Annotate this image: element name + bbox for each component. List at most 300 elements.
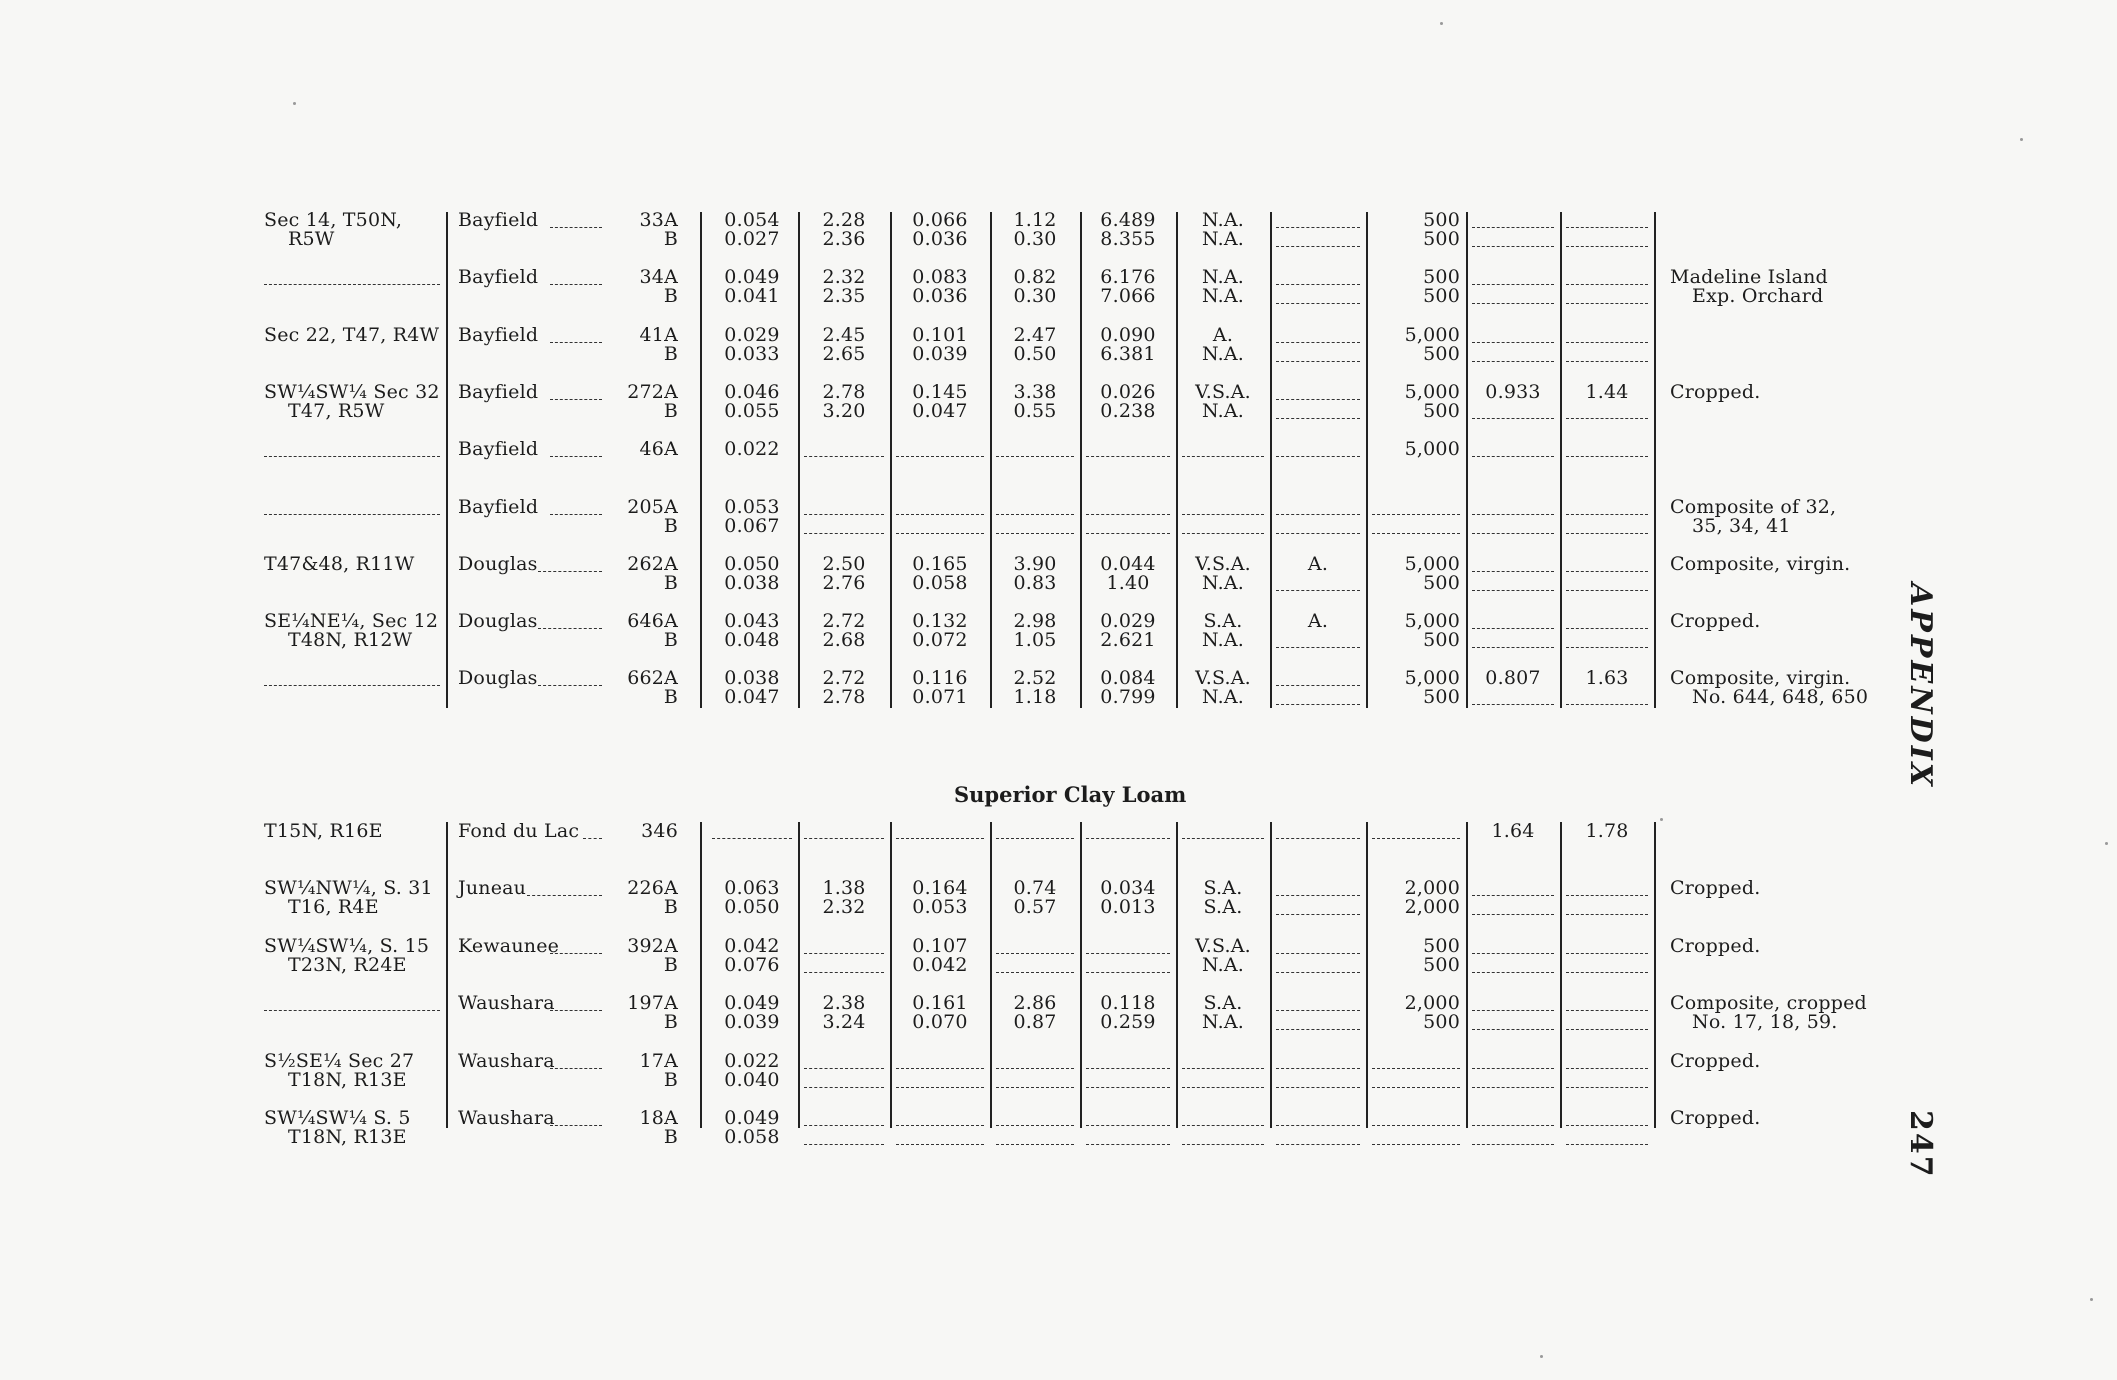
value-cell-7: A. bbox=[1307, 552, 1329, 575]
leader-dash bbox=[1276, 456, 1360, 457]
column-rule bbox=[1366, 822, 1368, 1128]
location-cell: SW¼SW¼ S. 5 bbox=[264, 1107, 411, 1129]
sample-cell: B bbox=[663, 629, 678, 652]
value-cell-2: 2.78 bbox=[822, 380, 866, 403]
leader-dash bbox=[1276, 1125, 1360, 1126]
column-rule bbox=[1654, 212, 1656, 708]
county-cell: Waushara bbox=[458, 1049, 555, 1072]
reaction-cell: S.A. bbox=[1203, 877, 1243, 900]
value-cell-3: 0.107 bbox=[912, 934, 968, 957]
value-cell-5: 1.40 bbox=[1106, 571, 1150, 594]
value-cell-4: 2.52 bbox=[1013, 667, 1057, 690]
sample-cell: B bbox=[663, 399, 678, 422]
rate-cell: 500 bbox=[1423, 571, 1460, 594]
leader-dash bbox=[896, 514, 984, 515]
leader-dash bbox=[1086, 972, 1170, 973]
value-cell-2: 2.76 bbox=[822, 571, 866, 594]
leader-dash bbox=[1566, 1029, 1648, 1030]
remark-cell: Composite, cropped bbox=[1670, 992, 1867, 1015]
leader-dash bbox=[264, 1010, 440, 1011]
value-cell-2: 1.38 bbox=[822, 877, 866, 900]
leader-dash bbox=[1372, 838, 1460, 839]
county-cell: Douglas bbox=[458, 667, 538, 690]
leader-dash bbox=[538, 685, 602, 686]
reaction-cell: N.A. bbox=[1201, 285, 1244, 308]
scan-speck bbox=[2105, 842, 2108, 845]
column-rule bbox=[990, 822, 992, 1128]
leader-dash bbox=[804, 533, 884, 534]
value-cell-4: 0.82 bbox=[1013, 266, 1057, 289]
leader-dash bbox=[1276, 303, 1360, 304]
leader-dash bbox=[550, 342, 602, 343]
sample-cell: 272A bbox=[627, 380, 678, 403]
column-rule bbox=[798, 822, 800, 1128]
column-rule bbox=[700, 822, 702, 1128]
leader-dash bbox=[1182, 514, 1264, 515]
value-cell-2: 3.24 bbox=[822, 1011, 866, 1034]
remark-cell: Madeline Island bbox=[1670, 266, 1828, 289]
remark-cell: Cropped. bbox=[1670, 610, 1761, 633]
leader-dash bbox=[804, 1125, 884, 1126]
value-cell-5: 0.026 bbox=[1100, 380, 1156, 403]
value-cell-1: 0.067 bbox=[724, 514, 780, 537]
leader-dash bbox=[804, 1144, 884, 1145]
value-cell-1: 0.058 bbox=[724, 1126, 780, 1148]
leader-dash bbox=[1472, 246, 1554, 247]
leader-dash bbox=[1276, 972, 1360, 973]
value-cell-3: 0.047 bbox=[912, 399, 968, 422]
value-cell-1: 0.029 bbox=[724, 323, 780, 346]
remark-cell: No. 17, 18, 59. bbox=[1692, 1011, 1838, 1034]
leader-dash bbox=[538, 628, 602, 629]
value-cell-1: 0.033 bbox=[724, 342, 780, 365]
value-cell-3: 0.066 bbox=[912, 209, 968, 231]
sample-cell: 662A bbox=[627, 667, 678, 690]
leader-dash bbox=[1182, 838, 1264, 839]
leader-dash bbox=[1566, 361, 1648, 362]
county-cell: Juneau bbox=[458, 877, 527, 900]
location-cell: R5W bbox=[288, 228, 335, 250]
value-cell-2: 2.72 bbox=[822, 667, 866, 690]
value-cell-3: 0.164 bbox=[912, 877, 968, 900]
value-cell-4: 1.12 bbox=[1013, 209, 1057, 231]
leader-dash bbox=[527, 895, 602, 896]
leader-dash bbox=[1086, 838, 1170, 839]
value-cell-3: 0.036 bbox=[912, 285, 968, 308]
reaction-cell: V.S.A. bbox=[1195, 667, 1251, 690]
column-rule bbox=[1270, 212, 1272, 708]
leader-dash bbox=[1276, 685, 1360, 686]
county-cell: Bayfield bbox=[458, 323, 539, 346]
column-rule bbox=[1080, 822, 1082, 1128]
leader-dash bbox=[550, 953, 602, 954]
leader-dash bbox=[996, 953, 1074, 954]
value-cell-3: 0.039 bbox=[912, 342, 968, 365]
column-rule bbox=[890, 212, 892, 708]
value-cell-4: 3.90 bbox=[1013, 552, 1057, 575]
leader-dash bbox=[1566, 1010, 1648, 1011]
value-cell-9: 0.807 bbox=[1485, 667, 1541, 690]
value-cell-2: 2.68 bbox=[822, 629, 866, 652]
column-rule bbox=[1270, 822, 1272, 1128]
value-cell-1: 0.063 bbox=[724, 877, 780, 900]
value-cell-2: 2.72 bbox=[822, 610, 866, 633]
leader-dash bbox=[1086, 953, 1170, 954]
sample-cell: 262A bbox=[627, 552, 678, 575]
leader-dash bbox=[804, 514, 884, 515]
sample-cell: 46A bbox=[639, 438, 678, 461]
scan-speck bbox=[293, 102, 296, 105]
value-cell-1: 0.040 bbox=[724, 1068, 780, 1091]
value-cell-1: 0.039 bbox=[724, 1011, 780, 1034]
rate-cell: 500 bbox=[1423, 209, 1460, 231]
column-rule bbox=[990, 212, 992, 708]
sample-cell: B bbox=[663, 1011, 678, 1034]
value-cell-4: 0.74 bbox=[1013, 877, 1057, 900]
value-cell-5: 0.029 bbox=[1100, 610, 1156, 633]
county-cell: Douglas bbox=[458, 552, 538, 575]
value-cell-1: 0.050 bbox=[724, 552, 780, 575]
county-cell: Waushara bbox=[458, 1107, 555, 1129]
reaction-cell: N.A. bbox=[1201, 571, 1244, 594]
value-cell-2: 2.32 bbox=[822, 266, 866, 289]
leader-dash bbox=[1182, 533, 1264, 534]
location-cell: T47, R5W bbox=[288, 399, 385, 422]
value-cell-1: 0.049 bbox=[724, 992, 780, 1015]
value-cell-1: 0.041 bbox=[724, 285, 780, 308]
leader-dash bbox=[1276, 1029, 1360, 1030]
rate-cell: 500 bbox=[1423, 1011, 1460, 1034]
rate-cell: 5,000 bbox=[1404, 438, 1460, 461]
column-rule bbox=[1176, 212, 1178, 708]
column-rule bbox=[890, 822, 892, 1128]
sample-cell: B bbox=[663, 686, 678, 709]
leader-dash bbox=[896, 838, 984, 839]
leader-dash bbox=[1472, 514, 1554, 515]
leader-dash bbox=[1182, 456, 1264, 457]
leader-dash bbox=[1086, 1125, 1170, 1126]
column-rule bbox=[700, 212, 702, 708]
value-cell-4: 0.55 bbox=[1013, 399, 1057, 422]
column-rule bbox=[1654, 822, 1656, 1128]
leader-dash bbox=[1276, 1144, 1360, 1145]
value-cell-1: 0.027 bbox=[724, 228, 780, 250]
leader-dash bbox=[996, 514, 1074, 515]
value-cell-5: 8.355 bbox=[1100, 228, 1156, 250]
leader-dash bbox=[896, 1068, 984, 1069]
value-cell-4: 2.86 bbox=[1013, 992, 1057, 1015]
rate-cell: 500 bbox=[1423, 629, 1460, 652]
value-cell-5: 0.259 bbox=[1100, 1011, 1156, 1034]
leader-dash bbox=[1276, 1010, 1360, 1011]
remark-cell: Cropped. bbox=[1670, 877, 1761, 900]
section-title: Superior Clay Loam bbox=[954, 782, 1187, 807]
rate-cell: 5,000 bbox=[1404, 667, 1460, 690]
value-cell-2: 3.20 bbox=[822, 399, 866, 422]
value-cell-5: 0.118 bbox=[1100, 992, 1156, 1015]
value-cell-3: 0.042 bbox=[912, 953, 968, 976]
leader-dash bbox=[1182, 1125, 1264, 1126]
leader-dash bbox=[996, 1144, 1074, 1145]
leader-dash bbox=[264, 685, 440, 686]
location-cell: SW¼NW¼, S. 31 bbox=[264, 877, 433, 900]
value-cell-1: 0.038 bbox=[724, 571, 780, 594]
leader-dash bbox=[1566, 953, 1648, 954]
value-cell-5: 6.176 bbox=[1100, 266, 1156, 289]
leader-dash bbox=[996, 1087, 1074, 1088]
value-cell-3: 0.036 bbox=[912, 228, 968, 250]
location-cell: Sec 14, T50N, bbox=[264, 209, 403, 231]
value-cell-3: 0.071 bbox=[912, 686, 968, 709]
value-cell-1: 0.022 bbox=[724, 438, 780, 461]
value-cell-5: 0.044 bbox=[1100, 552, 1156, 575]
leader-dash bbox=[1472, 914, 1554, 915]
location-cell: SW¼SW¼, S. 15 bbox=[264, 934, 430, 957]
value-cell-4: 2.98 bbox=[1013, 610, 1057, 633]
value-cell-2: 2.50 bbox=[822, 552, 866, 575]
column-rule bbox=[1466, 212, 1468, 708]
leader-dash bbox=[550, 1068, 602, 1069]
reaction-cell: N.A. bbox=[1201, 686, 1244, 709]
rate-cell: 500 bbox=[1423, 953, 1460, 976]
leader-dash bbox=[550, 1125, 602, 1126]
leader-dash bbox=[1566, 533, 1648, 534]
county-cell: Waushara bbox=[458, 992, 555, 1015]
sample-cell: 18A bbox=[639, 1107, 678, 1129]
leader-dash bbox=[1276, 1068, 1360, 1069]
reaction-cell: S.A. bbox=[1203, 992, 1243, 1015]
remark-cell: Cropped. bbox=[1670, 934, 1761, 957]
location-cell: S½SE¼ Sec 27 bbox=[264, 1049, 415, 1072]
sample-cell: 33A bbox=[639, 209, 678, 231]
value-cell-1: 0.022 bbox=[724, 1049, 780, 1072]
leader-dash bbox=[550, 399, 602, 400]
value-cell-10: 1.63 bbox=[1585, 667, 1629, 690]
location-cell: Sec 22, T47, R4W bbox=[264, 323, 440, 346]
sample-cell: 205A bbox=[627, 495, 678, 518]
value-cell-1: 0.048 bbox=[724, 629, 780, 652]
leader-dash bbox=[712, 838, 792, 839]
leader-dash bbox=[1276, 418, 1360, 419]
leader-dash bbox=[1566, 571, 1648, 572]
leader-dash bbox=[804, 1068, 884, 1069]
reaction-cell: S.A. bbox=[1203, 610, 1243, 633]
leader-dash bbox=[1276, 399, 1360, 400]
value-cell-4: 2.47 bbox=[1013, 323, 1057, 346]
leader-dash bbox=[896, 1087, 984, 1088]
value-cell-1: 0.049 bbox=[724, 1107, 780, 1129]
value-cell-2: 2.28 bbox=[822, 209, 866, 231]
column-rule bbox=[446, 212, 448, 708]
remark-cell: 35, 34, 41 bbox=[1692, 514, 1791, 537]
value-cell-1: 0.049 bbox=[724, 266, 780, 289]
value-cell-2: 2.45 bbox=[822, 323, 866, 346]
value-cell-1: 0.076 bbox=[724, 953, 780, 976]
sample-cell: B bbox=[663, 1126, 678, 1148]
county-cell: Bayfield bbox=[458, 495, 539, 518]
value-cell-5: 0.090 bbox=[1100, 323, 1156, 346]
leader-dash bbox=[1472, 972, 1554, 973]
leader-dash bbox=[550, 227, 602, 228]
location-cell: T18N, R13E bbox=[288, 1068, 407, 1091]
column-rule bbox=[798, 212, 800, 708]
leader-dash bbox=[1566, 895, 1648, 896]
leader-dash bbox=[1086, 514, 1170, 515]
value-cell-2: 2.32 bbox=[822, 896, 866, 919]
leader-dash bbox=[896, 1144, 984, 1145]
leader-dash bbox=[1566, 972, 1648, 973]
column-rule bbox=[1176, 822, 1178, 1128]
sample-cell: B bbox=[663, 896, 678, 919]
rate-cell: 5,000 bbox=[1404, 610, 1460, 633]
value-cell-3: 0.053 bbox=[912, 896, 968, 919]
sample-cell: 346 bbox=[641, 820, 678, 842]
reaction-cell: N.A. bbox=[1201, 399, 1244, 422]
leader-dash bbox=[1566, 284, 1648, 285]
leader-dash bbox=[550, 514, 602, 515]
leader-dash bbox=[804, 838, 884, 839]
leader-dash bbox=[1182, 1087, 1264, 1088]
value-cell-2: 2.38 bbox=[822, 992, 866, 1015]
value-cell-4: 0.30 bbox=[1013, 285, 1057, 308]
sample-cell: 34A bbox=[639, 266, 678, 289]
leader-dash bbox=[583, 838, 602, 839]
value-cell-4: 0.50 bbox=[1013, 342, 1057, 365]
leader-dash bbox=[1276, 647, 1360, 648]
leader-dash bbox=[1276, 284, 1360, 285]
county-cell: Bayfield bbox=[458, 266, 539, 289]
sample-cell: B bbox=[663, 514, 678, 537]
column-rule bbox=[1560, 212, 1562, 708]
value-cell-4: 1.05 bbox=[1013, 629, 1057, 652]
leader-dash bbox=[804, 972, 884, 973]
leader-dash bbox=[996, 1125, 1074, 1126]
value-cell-5: 2.621 bbox=[1100, 629, 1156, 652]
leader-dash bbox=[1472, 1029, 1554, 1030]
leader-dash bbox=[550, 456, 602, 457]
leader-dash bbox=[804, 1087, 884, 1088]
leader-dash bbox=[1566, 590, 1648, 591]
sample-cell: 646A bbox=[627, 610, 678, 633]
rate-cell: 5,000 bbox=[1404, 380, 1460, 403]
value-cell-1: 0.055 bbox=[724, 399, 780, 422]
leader-dash bbox=[1372, 1144, 1460, 1145]
remark-cell: Composite, virgin. bbox=[1670, 667, 1851, 690]
value-cell-3: 0.072 bbox=[912, 629, 968, 652]
reaction-cell: S.A. bbox=[1203, 896, 1243, 919]
leader-dash bbox=[996, 972, 1074, 973]
value-cell-5: 6.381 bbox=[1100, 342, 1156, 365]
column-rule bbox=[446, 822, 448, 1128]
value-cell-2: 2.35 bbox=[822, 285, 866, 308]
value-cell-3: 0.070 bbox=[912, 1011, 968, 1034]
value-cell-3: 0.132 bbox=[912, 610, 968, 633]
reaction-cell: N.A. bbox=[1201, 1011, 1244, 1034]
leader-dash bbox=[1472, 1010, 1554, 1011]
leader-dash bbox=[1566, 914, 1648, 915]
value-cell-10: 1.78 bbox=[1585, 820, 1629, 842]
leader-dash bbox=[550, 284, 602, 285]
leader-dash bbox=[1276, 838, 1360, 839]
value-cell-2: 2.65 bbox=[822, 342, 866, 365]
value-cell-7: A. bbox=[1307, 610, 1329, 633]
leader-dash bbox=[1472, 418, 1554, 419]
rate-cell: 500 bbox=[1423, 228, 1460, 250]
leader-dash bbox=[804, 953, 884, 954]
column-rule bbox=[1466, 822, 1468, 1128]
value-cell-3: 0.058 bbox=[912, 571, 968, 594]
leader-dash bbox=[1276, 1087, 1360, 1088]
leader-dash bbox=[1566, 647, 1648, 648]
value-cell-4: 0.30 bbox=[1013, 228, 1057, 250]
rate-cell: 500 bbox=[1423, 342, 1460, 365]
sample-cell: B bbox=[663, 571, 678, 594]
leader-dash bbox=[1472, 953, 1554, 954]
leader-dash bbox=[1566, 418, 1648, 419]
value-cell-3: 0.101 bbox=[912, 323, 968, 346]
reaction-cell: A. bbox=[1212, 323, 1234, 346]
scan-speck bbox=[1440, 22, 1443, 25]
value-cell-1: 0.047 bbox=[724, 686, 780, 709]
remark-cell: No. 644, 648, 650 bbox=[1692, 686, 1869, 709]
sample-cell: B bbox=[663, 953, 678, 976]
leader-dash bbox=[1276, 342, 1360, 343]
leader-dash bbox=[1566, 342, 1648, 343]
value-cell-1: 0.054 bbox=[724, 209, 780, 231]
leader-dash bbox=[804, 456, 884, 457]
county-cell: Bayfield bbox=[458, 209, 539, 231]
column-rule bbox=[1560, 822, 1562, 1128]
location-cell: T48N, R12W bbox=[288, 629, 413, 652]
value-cell-4: 1.18 bbox=[1013, 686, 1057, 709]
reaction-cell: N.A. bbox=[1201, 342, 1244, 365]
leader-dash bbox=[1566, 303, 1648, 304]
leader-dash bbox=[1086, 1087, 1170, 1088]
value-cell-4: 0.83 bbox=[1013, 571, 1057, 594]
leader-dash bbox=[1372, 1125, 1460, 1126]
rate-cell: 500 bbox=[1423, 285, 1460, 308]
value-cell-5: 0.799 bbox=[1100, 686, 1156, 709]
value-cell-4: 0.57 bbox=[1013, 896, 1057, 919]
leader-dash bbox=[996, 838, 1074, 839]
scan-speck bbox=[2020, 138, 2023, 141]
rate-cell: 2,000 bbox=[1404, 877, 1460, 900]
county-cell: Douglas bbox=[458, 610, 538, 633]
leader-dash bbox=[1472, 647, 1554, 648]
leader-dash bbox=[1566, 456, 1648, 457]
value-cell-1: 0.053 bbox=[724, 495, 780, 518]
rate-cell: 500 bbox=[1423, 266, 1460, 289]
value-cell-1: 0.046 bbox=[724, 380, 780, 403]
value-cell-3: 0.165 bbox=[912, 552, 968, 575]
remark-cell: Cropped. bbox=[1670, 1049, 1761, 1072]
reaction-cell: V.S.A. bbox=[1195, 552, 1251, 575]
reaction-cell: N.A. bbox=[1201, 266, 1244, 289]
county-cell: Bayfield bbox=[458, 380, 539, 403]
leader-dash bbox=[1472, 1068, 1554, 1069]
location-cell: T47&48, R11W bbox=[264, 552, 415, 575]
leader-dash bbox=[550, 1010, 602, 1011]
remark-cell: Composite, virgin. bbox=[1670, 552, 1851, 575]
leader-dash bbox=[996, 533, 1074, 534]
leader-dash bbox=[1566, 1144, 1648, 1145]
rate-cell: 5,000 bbox=[1404, 552, 1460, 575]
leader-dash bbox=[1566, 1087, 1648, 1088]
leader-dash bbox=[1472, 456, 1554, 457]
remark-cell: Cropped. bbox=[1670, 380, 1761, 403]
leader-dash bbox=[1472, 303, 1554, 304]
scan-speck bbox=[2090, 1298, 2093, 1301]
